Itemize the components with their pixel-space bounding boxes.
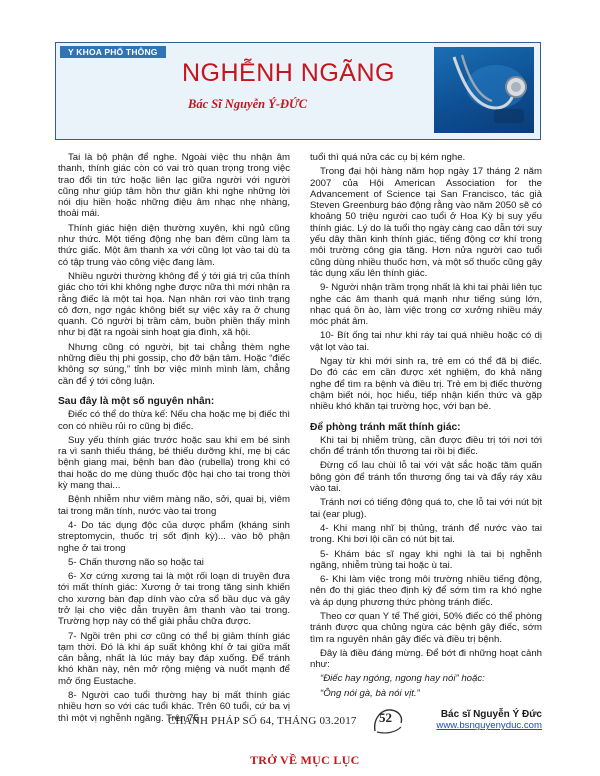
prevention-item: Khi tai bị nhiễm trùng, cần được điều trị tới nơi tới chốn để tránh tổn thương tai rồi bị điếc. — [310, 434, 542, 458]
signature-name: Bác sĩ Nguyễn Ý Đức — [440, 709, 542, 721]
prevention-item: Theo cơ quan Y tế Thế giới, 50% điếc có thể phòng tránh được qua chủng ngừa các bệnh gây điếc, sớm tìm ra nguyên nhân gây điếc và điều trị bệnh. — [310, 610, 542, 645]
page-number: 52 — [379, 710, 392, 725]
prevention-item: Tránh nơi có tiếng động quá to, che lỗ tai với nút bịt tai (ear plug). — [310, 497, 542, 520]
cause-item: 8- Người cao tuổi thường hay bị mất thính giác nhiều hơn so với các tuổi khác. Trên 60 tuổi, cứ ba vị thì một vị nghễnh ngãng. Trên 75 — [58, 690, 290, 724]
author-website-link[interactable]: www.bsnguyenyduc.com — [436, 720, 542, 732]
cause-item: Suy yếu thính giác trước hoặc sau khi em bé sinh ra vì sanh thiếu tháng, bé thiếu dưỡng khí, mẹ bị các bệnh giang mai, bệnh ban đào (rubella) trong khi có thai hoặc do mẹ dùng thuốc độc hại cho tai trong thời kỳ mang thai... — [58, 434, 290, 492]
prevention-item: Đây là điều đáng mừng. Để bớt đi những hoạt cảnh như: — [310, 647, 542, 671]
quote: “Ông nói gà, bà nói vịt.” — [320, 687, 420, 699]
paragraph: Nhưng cũng có người, bịt tai chẳng thèm nghe những điều thị phi gossip, cho đỡ bận tâm. Hoặc “điếc không sợ súng,” tỉnh bơ việc mình mình làm, chẳng cần để ý tới công luận. — [58, 341, 290, 387]
paragraph: Thính giác hiện diện thường xuyên, khi ngủ cũng như thức. Một tiếng động nhẹ ban đêm cũng làm ta thức giấc. Một âm thanh xa với cũng lọt vào tai dù ta có tập trung vào công việc đang làm. — [58, 222, 290, 268]
causes-heading: Sau đây là một số nguyên nhân: — [58, 395, 215, 407]
paragraph: 10- Bít ống tai như khi ráy tai quá nhiều hoặc có dị vật lọt vào tai. — [310, 330, 542, 353]
cause-item: 7- Ngồi trên phi cơ cũng có thể bị giảm thính giác tạm thời. Đó là khi áp suất không khí ở tai giữa mất cân bằng, nhất là lúc máy bay đáp xuống. Để tránh khó khăn này, nên mở rộng miệng và nuốt mạnh để mở ống Eustache. — [58, 630, 290, 687]
prevention-heading: Để phòng tránh mất thính giác: — [310, 421, 461, 433]
stethoscope-image — [434, 47, 534, 133]
back-to-contents-link[interactable]: TRỞ VỀ MỤC LỤC — [250, 753, 360, 767]
cause-item: 5- Chấn thương não sọ hoặc tai — [68, 556, 204, 568]
article-body — [58, 152, 542, 752]
cause-item: 6- Xơ cứng xương tai là một rối loạn di truyền đưa tới mất thính giác: Xương ở tai trong tăng sinh khiến cho xương bàn đạp dính vào cửa sổ bầu dục và gây trở lại cho việc dẫn truyền âm thanh vào tai trong. Trường hợp này có thể giải phẫu chữa được. — [58, 571, 290, 628]
page-footer — [0, 705, 600, 745]
prevention-item: 6- Khi làm việc trong môi trường nhiều tiếng động, nên đo thị giác theo định kỳ để sớm tìm ra khó nghe và áp dụng phương thức phòng tránh điếc. — [310, 574, 542, 608]
article-title: NGHỄNH NGÃNG — [182, 59, 395, 87]
paragraph: 9- Người nhận trầm trọng nhất là khi tai phải liên tục nghe các âm thanh quá mạnh như tiếng súng lớn, nhạc quá ồn ào, làm việc trong cơ xưởng nhiều máy móc phát âm. — [310, 282, 542, 328]
paragraph: Nhiều người thường không để ý tới giá trị của thính giác cho tới khi không nghe được nữa thì mới nhận ra rằng điếc là một tai họa. Nạn nhân rơi vào tình trạng cô đơn, ngơ ngác không biết sự việc xảy ra ở chung quanh. Có người bị trầm cảm, buồn phiền thấy mình như bị đặt ra ngoài sinh hoạt gia đình, xã hội. — [58, 270, 290, 339]
paragraph: Ngay từ khi mới sinh ra, trẻ em có thể đã bị điếc. Do đó các em cần được xét nghiệm, đo khả năng nghe để tìm ra bệnh và điều trị. Trẻ em bị điếc thường chậm biết nói, học hiểu, tiếp nhận kiến thức và gặp nhiều khó khăn tại trường học, với bạn bè. — [310, 356, 542, 413]
left-column — [58, 152, 290, 727]
prevention-item: 4- Khi mang nhĩ bị thủng, tránh để nước vào tai trong. Khi bơi lội cần có nút bịt tai. — [310, 522, 542, 546]
paragraph: Trong đại hội hàng năm họp ngày 17 tháng 2 năm 2007 của Hội American Association for the Advancement of Science tại San Francisco, tác giả Steven Greenburg báo động rằng vào năm 2050 sẽ có khoảng 50 triệu người cao tuổi ở Hoa Kỳ bị suy yếu thính giác. Lý do là tuổi thọ ngày càng cao dẫn tới suy yếu dây thần kinh thính giác, tiếng động cơ khí trong môi trường công gia tăng. Hơn nửa người cao tuổi cũng dùng nhiều thuốc hơn, và một số thuốc cũng gây tác dụng xấu lên thính giác. — [310, 166, 543, 279]
article-header — [55, 42, 541, 140]
paragraph: tuổi thì quá nửa các cụ bị kém nghe. — [310, 152, 466, 163]
article-author: Bác Sĩ Nguyễn Ý-ĐỨC — [188, 97, 308, 111]
prevention-item: Đừng cố lau chùi lỗ tai với vật sắc hoặc tăm quấn bông gòn để tránh tổn thương ống tai và đẩy ráy xâu vào tai. — [310, 460, 542, 495]
section-tag: Y KHOA PHỔ THÔNG — [60, 46, 166, 58]
cause-item: 4- Do tác dụng độc của dược phẩm (kháng sinh streptomycin, thuốc trị sốt định kỳ)... vào bộ phận nghe ở tai trong — [58, 519, 290, 554]
cause-item: Điếc có thể do thừa kế: Nếu cha hoặc mẹ bị điếc thì con có nhiều rủi ro cũng bị điếc. — [58, 409, 290, 432]
right-column — [310, 152, 542, 732]
paragraph: Tai là bộ phận để nghe. Ngoài việc thu nhận âm thanh, thính giác còn có vai trò quan trọng trong việc trao đổi tin tức hoặc liên lạc giữa người với người cũng như giúp tâm hồn thư giãn khi nghe những lời nói dịu hiền hoặc những điệu âm nhạc nhẹ nhàng, thoải mái. — [58, 152, 290, 220]
issue-label: CHÁNH PHÁP SỐ 64, THÁNG 03.2017 — [168, 715, 357, 727]
prevention-item: 5- Khám bác sĩ ngay khi nghi là tai bị nghễnh ngãng, nhiễm trùng tai hoặc ù tai. — [310, 548, 542, 571]
cause-item: Bệnh nhiễm như viêm màng não, sởi, quai bị, viêm tai trong mãn tính, nước vào tai trong — [58, 494, 290, 517]
quote: “Điếc hay ngóng, ngong hay nói” hoặc: — [320, 673, 485, 685]
